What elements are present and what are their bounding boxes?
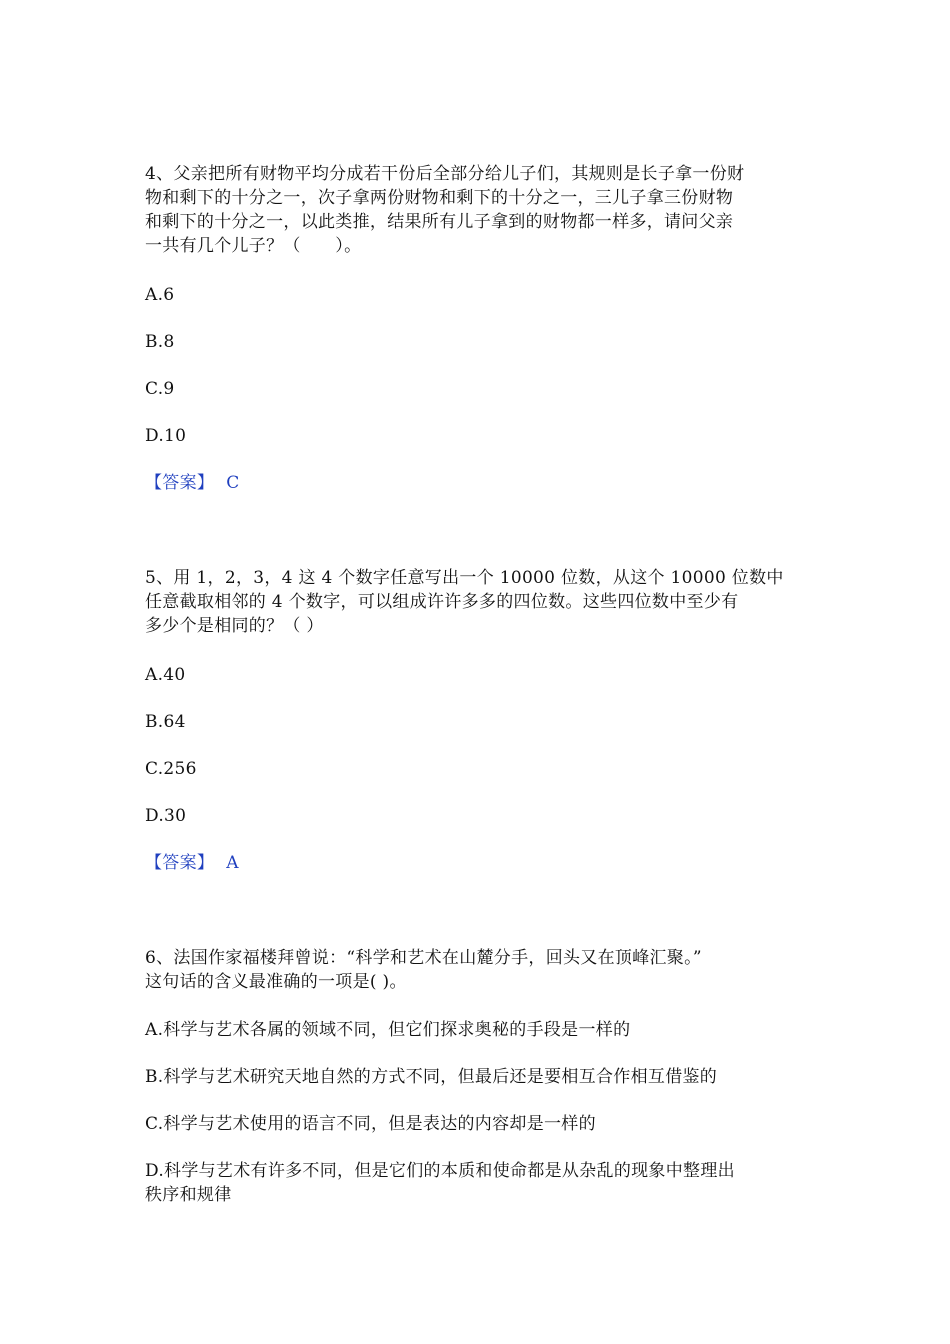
question-5-option-a: A.40: [145, 665, 186, 685]
question-5-option-c: C.256: [145, 759, 197, 779]
question-6-stem-line: 6、法国作家福楼拜曾说：“科学和艺术在山麓分手，回头又在顶峰汇聚。”: [145, 948, 702, 968]
question-5-answer: [145, 851, 825, 875]
question-4-answer: [145, 471, 825, 495]
question-6-option-b: B.科学与艺术研究天地自然的方式不同，但最后还是要相互合作相互借鉴的: [145, 1067, 718, 1087]
question-4-stem-line: 一共有几个儿子？（ ）。: [145, 236, 362, 256]
question-5-option-d: D.30: [145, 806, 187, 826]
question-6-option-d-line: 秩序和规律: [145, 1185, 232, 1205]
question-4-stem-line: 4、父亲把所有财物平均分成若干份后全部分给儿子们，其规则是长子拿一份财: [145, 164, 745, 184]
question-6-option-d: [145, 1159, 825, 1207]
question-4-stem: [145, 162, 825, 258]
question-6-option-c: C.科学与艺术使用的语言不同，但是表达的内容却是一样的: [145, 1114, 596, 1134]
question-4-option-d: D.10: [145, 426, 187, 446]
question-5-stem-line: 5、用 1，2，3，4 这 4 个数字任意写出一个 10000 位数，从这个 10000 位数中: [145, 568, 784, 588]
answer-label: 【答案】: [145, 853, 215, 873]
answer-value: C: [226, 473, 240, 493]
question-5-stem-line: 任意截取相邻的 4 个数字，可以组成许许多多的四位数。这些四位数中至少有: [145, 592, 739, 612]
answer-value: A: [226, 853, 239, 873]
question-6-option-d-line: D.科学与艺术有许多不同，但是它们的本质和使命都是从杂乱的现象中整理出: [145, 1161, 735, 1181]
question-4-option-b: B.8: [145, 332, 175, 352]
question-5-stem-line: 多少个是相同的？（ ）: [145, 616, 324, 636]
question-4-stem-line: 和剩下的十分之一，以此类推，结果所有儿子拿到的财物都一样多，请问父亲: [145, 212, 734, 232]
question-4-option-c: C.9: [145, 379, 175, 399]
question-5-stem: [145, 566, 825, 638]
question-6-stem-line: 这句话的含义最准确的一项是( )。: [145, 972, 407, 992]
question-6-stem: [145, 946, 825, 994]
question-4-stem-line: 物和剩下的十分之一，次子拿两份财物和剩下的十分之一，三儿子拿三份财物: [145, 188, 734, 208]
question-6-option-a: A.科学与艺术各属的领域不同，但它们探求奥秘的手段是一样的: [145, 1020, 631, 1040]
question-5-option-b: B.64: [145, 712, 186, 732]
question-4-option-a: A.6: [145, 285, 175, 305]
answer-label: 【答案】: [145, 473, 215, 493]
